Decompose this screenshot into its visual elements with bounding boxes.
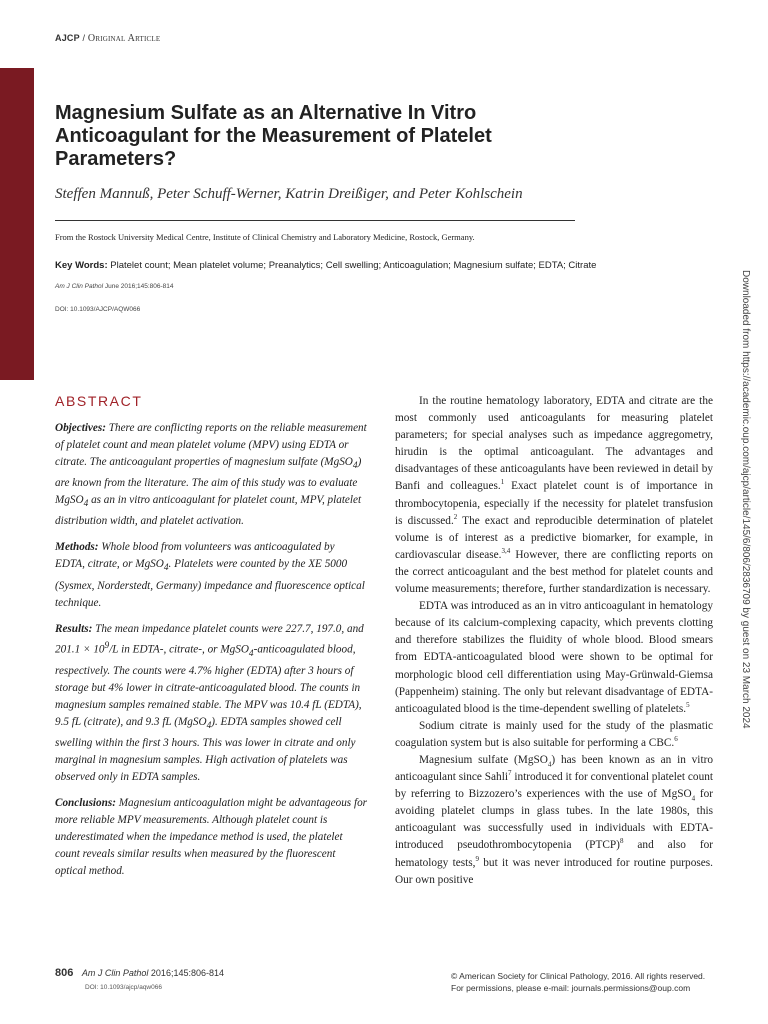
abstract-objectives: [55, 420, 367, 530]
reference-marker: 9: [475, 854, 480, 863]
footer-journal: Am J Clin Pathol: [81, 968, 149, 978]
conclusions-label: Conclusions:: [55, 796, 116, 809]
body-text-run: for avoiding platelet clumps in glass tubes. In the late 1980s, this anticoagulant was successfully used in individuals with EDTA-introduced pseudothrombocytopenia (PTCP): [395, 788, 714, 852]
subscript: 4: [691, 794, 696, 803]
methods-text: . Platelets were counted by the XE 5000 (Sysmex, Norderstedt, Germany) impedance and fluorescence optical technique.: [55, 558, 365, 609]
body-paragraph: [395, 752, 713, 889]
objectives-text: ) are known from the literature. The aim of this study was to evaluate MgSO: [55, 456, 362, 507]
citation-details: June 2016;145:806-814: [104, 283, 174, 290]
reference-marker: 3,4: [501, 547, 511, 556]
footer-details: 2016;145:806-814: [150, 968, 224, 978]
keywords-list: Platelet count; Mean platelet volume; Preanalytics; Cell swelling; Anticoagulation; Magnesium sulfate; EDTA; Citrate: [110, 260, 597, 271]
results-label: Results:: [55, 622, 93, 635]
footer-citation: [55, 967, 224, 979]
body-text-run: Magnesium sulfate (MgSO: [419, 753, 548, 766]
abstract-heading: ABSTRACT: [55, 393, 143, 409]
subscript: 4: [163, 563, 169, 574]
body-paragraph: [395, 393, 713, 598]
abstract-conclusions: [55, 795, 367, 880]
keywords-label: Key Words:: [55, 260, 108, 271]
abstract-body: [55, 420, 367, 889]
superscript: 9: [104, 640, 110, 651]
download-note: [737, 270, 753, 770]
reference-marker: 7: [507, 769, 512, 778]
article-doi: DOI: 10.1093/AJCP/AQW066: [55, 306, 141, 313]
footer-copyright: [451, 970, 721, 994]
body-paragraph: [395, 598, 713, 718]
body-text-run: The exact and reproducible determination of platelet volume is of interest as a predictive biomarker, for example, in cardiovascular disease.: [395, 514, 713, 561]
body-text-run: In the routine hematology laboratory, EDTA and citrate are the most commonly used anticoagulants for measuring platelet parameters; for special analyses such as impedance aggregometry, hirudin is the optimal anticoagulant. The advantages and disadvantages of these anticoagulants have been reviewed in detail by Banfi and colleagues.: [395, 395, 713, 493]
title-divider: [55, 220, 575, 221]
results-text: The mean impedance platelet counts were 227.7, 197.0, and 201.1 × 10: [55, 622, 364, 656]
results-text: ). EDTA samples showed cell swelling within the first 3 hours. This was lower in citrate and only marginal in magnesium samples. High activation of platelets was observed only in EDTA samples.: [55, 715, 356, 783]
subscript: 4: [352, 461, 358, 472]
decorative-side-bar: [0, 68, 34, 380]
objectives-text: There are conflicting reports on the reliable measurement of platelet count and mean platelet volume (MPV) using EDTA or citrate. The anticoagulant properties of magnesium sulfate (MgSO: [55, 422, 367, 468]
results-text: -anticoagulated blood, respectively. The counts were 4.7% higher (EDTA) after 3 hours of storage but 4% lower in citrate-anticoagulated blood. The counts in magnesium samples remained stable. The MPV was 10.4 fL (EDTA), 9.5 fL (citrate), and 9.3 fL (MgSO: [55, 643, 362, 728]
copyright-line: © American Society for Clinical Pathology, 2016. All rights reserved.: [451, 971, 706, 981]
subscript: 4: [547, 760, 552, 769]
body-text-run: However, there are conflicting reports on the correct anticoagulant and the best method for platelet counts and volume measurements; therefore, further standardization is necessary.: [395, 548, 713, 596]
abstract-results: [55, 621, 367, 786]
body-text-run: ) has been known as an in vitro anticoagulant since Sahli: [395, 753, 713, 784]
journal-name: AJCP: [55, 33, 80, 43]
conclusions-text: Magnesium anticoagulation might be advantageous for more reliable MPV measurements. Although platelet count is underestimated when the impedance method is used, the platelet count reveals similar results when measured by the fluorescent optical method.: [55, 796, 368, 877]
affiliation: From the Rostock University Medical Centre, Institute of Clinical Chemistry and Laboratory Medicine, Rostock, Germany.: [55, 232, 475, 242]
subscript: 4: [206, 720, 212, 731]
journal-header: [55, 33, 160, 44]
results-text: /L in EDTA-, citrate-, or MgSO: [109, 643, 249, 656]
body-text-run: EDTA was introduced as an in vitro anticoagulant in hematology because of its calcium-complexing capacity, which prevents clotting and therefore stabilizes the fluidity of whole blood. Blood smears from EDTA-anticoagulated blood were shown to be optimal for morphologic blood cell differentiation using May-Grünwald-Giemsa (Pappenheim) staining. The only but relevant disadvantage of EDTA-anticoagulated blood is the time-dependent swelling of platelets.: [395, 600, 713, 715]
body-text-run: but it was never introduced for routine purposes. Our own positive: [395, 856, 713, 886]
reference-marker: 5: [686, 700, 690, 709]
author-list: Steffen Mannuß, Peter Schuff-Werner, Katrin Dreißiger, and Peter Kohlschein: [55, 186, 523, 202]
objectives-text: as an in vitro anticoagulant for platelet count, MPV, platelet distribution width, and platelet activation.: [55, 494, 362, 528]
header-separator: /: [82, 33, 86, 43]
body-text-run: introduced it for conventional platelet count by referring to Bizzozero’s experiences with the use of MgSO: [395, 771, 713, 801]
body-paragraph: [395, 718, 713, 752]
body-text: [395, 393, 713, 889]
download-note-text: Downloaded from https://academic.oup.com/ajcp/article/145/6/806/2836709 by guest on 23 March 2024: [740, 270, 751, 729]
reference-marker: 8: [619, 837, 624, 846]
methods-label: Methods:: [55, 541, 99, 554]
objectives-label: Objectives:: [55, 422, 106, 434]
body-text-run: Exact platelet count is of importance in thrombocytopenia, especially if the necessity for platelet transfusion is discussed.: [395, 480, 713, 527]
citation-journal: Am J Clin Pathol: [55, 283, 104, 290]
article-title: Magnesium Sulfate as an Alternative In Vitro Anticoagulant for the Measurement of Platelet Parameters?: [55, 102, 492, 170]
body-text-run: and also for hematology tests,: [395, 839, 714, 869]
abstract-methods: [55, 539, 367, 611]
body-text-run: Sodium citrate is mainly used for the study of the plasmatic coagulation system but is also suitable for performing a CBC.: [395, 719, 713, 749]
methods-text: Whole blood from volunteers was anticoagulated by EDTA, citrate, or MgSO: [55, 541, 335, 571]
reference-marker: 1: [500, 478, 505, 487]
footer-doi: DOI: 10.1093/ajcp/aqw066: [85, 984, 162, 991]
citation: [55, 283, 174, 290]
subscript: 4: [83, 499, 89, 510]
permissions-line: For permissions, please e-mail: journals.permissions@oup.com: [451, 983, 691, 993]
page-number: 806: [55, 967, 74, 979]
keywords: [55, 260, 675, 271]
article-section: Original Article: [87, 33, 161, 44]
subscript: 4: [248, 648, 254, 659]
reference-marker: 6: [674, 735, 678, 744]
reference-marker: 2: [453, 512, 458, 521]
